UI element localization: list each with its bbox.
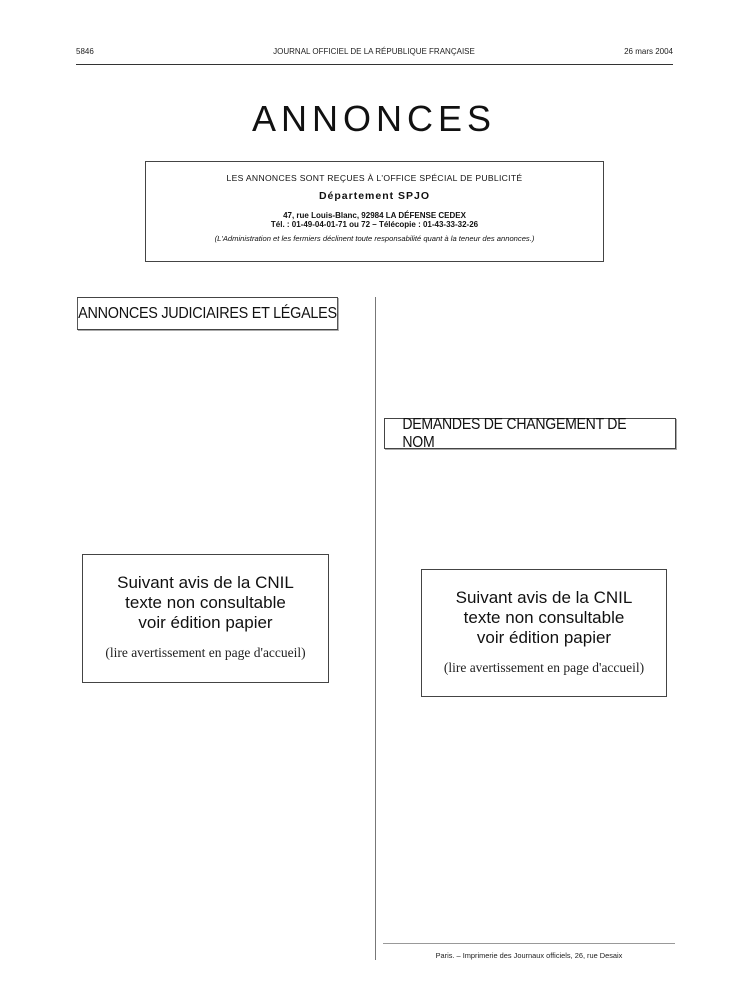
cnil-left-line1: Suivant avis de la CNIL [117, 573, 294, 592]
cnil-left-line4: (lire avertissement en page d'accueil) [105, 645, 306, 660]
header-rule [76, 64, 673, 65]
page-title: ANNONCES [251, 98, 497, 139]
section-heading-judicial [77, 297, 338, 330]
notice-disclaimer: (L'Administration et les fermiers déclinent toute responsabilité quant à la teneur des annonces.) [214, 234, 535, 244]
cnil-right-line1: Suivant avis de la CNIL [455, 588, 633, 607]
notice-contact: Tél. : 01-49-04-01-71 ou 72 – Télécopie : 01-43-33-32-26 [270, 220, 479, 230]
cnil-right-line2: texte non consultable [463, 608, 625, 627]
journal-title: JOURNAL OFFICIEL DE LA RÉPUBLIQUE FRANÇAISE [273, 47, 475, 56]
page-number: 5846 [76, 47, 94, 56]
cnil-left-line2: texte non consultable [125, 593, 286, 612]
notice-intro: LES ANNONCES SONT REÇUES À L'OFFICE SPÉCIAL DE PUBLICITÉ [226, 173, 523, 183]
section-heading-name-change [384, 415, 676, 451]
section-heading-judicial-label: ANNONCES JUDICIAIRES ET LÉGALES [78, 304, 337, 322]
cnil-notice-right [421, 569, 667, 697]
cnil-notice-left [82, 554, 329, 683]
cnil-right-line4: (lire avertissement en page d'accueil) [443, 660, 645, 675]
publication-notice-box [145, 161, 604, 262]
cnil-right-line3: voir édition papier [476, 628, 612, 647]
footer-rule [383, 943, 675, 944]
notice-address: 47, rue Louis-Blanc, 92984 LA DÉFENSE CEDEX [283, 210, 466, 220]
printer-footer: Paris. – Imprimerie des Journaux officiels, 26, rue Desaix [435, 951, 623, 960]
notice-department: Département SPJO [318, 189, 431, 202]
column-divider [375, 297, 376, 960]
issue-date: 26 mars 2004 [624, 47, 673, 56]
cnil-left-line3: voir édition papier [138, 613, 273, 632]
section-heading-name-change-label: DEMANDES DE CHANGEMENT DE NOM [402, 415, 627, 451]
